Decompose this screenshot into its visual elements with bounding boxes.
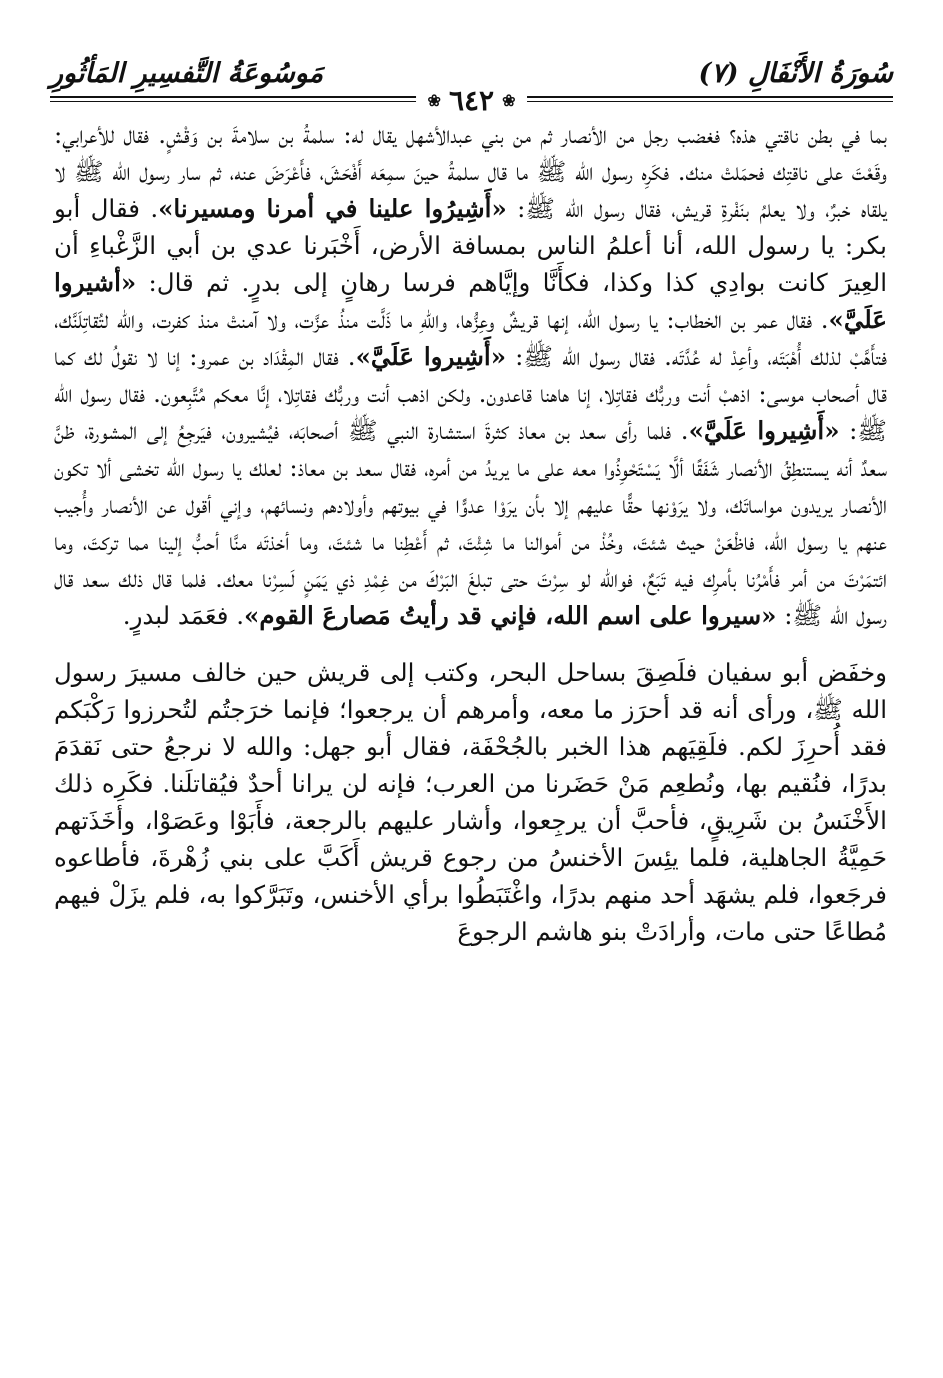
surah-title: سُورَةُ الأَنْفَالِ (٧) bbox=[698, 58, 893, 89]
paragraph-1 bbox=[54, 116, 887, 634]
book-title: مَوسُوعَةُ التَّفسِيرِ المَأثُورِ bbox=[50, 58, 324, 89]
text-segment: . فعَمَد لبدرٍ. bbox=[122, 601, 245, 630]
text-segment: . فلما رأى سعد بن معاذ كثرةَ استشارة النبي ﷺ أصحابَه، فيُشيرون، فيَرجِعُ إلى المشورة، ظنَّ سعدٌ أنه يستنطِقُ الأنصار شَفَقًا ألَّا يَسْتَحْوِذُوا معه على ما يريدُ من أمره، فقال سعد بن معاذ: لعلك يا رسول الله تخشى ألا تكون الأنصار يريدون مواساتَك، ولا يرَوْنها حقًّا عليهم إلا بأن يرَوْا عدوًّا في بيوتهم وأولادهم ونسائهم، وإني أقول عن الأنصار وأُجيب عنهم يا رسول الله، فاظْعَنْ حيث شئتَ، وخُذْ من أموالنا ما شِئْتَ، ثم أَعْطِنا ما شئتَ، وما أخذتَه منَّا أحبُّ إلينا مما تركتَ، وما ائتمَرْتَ من أمر فأَمْرُنا بأمرِك فيه تَبَعٌ، فوالله لو سِرْتَ حتى تبلغَ البَرْكَ من غِمْدِ ذي يَمَنٍ لَسِرْنا معك. فلما قال ذلك سعد قال رسول الله ﷺ: bbox=[54, 416, 887, 630]
text-segment: بما في بطن ناقتي هذه؟ فغضب رجل من الأنصار ثم من بني عبدالأشهل يقال له: سلمةُ بن سلامةَ بن وَقْشٍ. فقال للأعرابي: وقَعْتَ على ناقتِك فحمَلتْ منك. فكَرِه رسول الله ﷺ ما قال سلمةُ حينَ سمِعَه أَفْحَشَ، فأَعْرَضَ عنه، ثم سار رسول الله ﷺ لا يلقاه خبرٌ، ولا يعلمُ بنَفْرةِ قريش، فقال رسول الله ﷺ: bbox=[54, 120, 887, 223]
hadith-quote: «أَشِيروا عَلَيَّ» bbox=[355, 342, 507, 371]
hadith-quote: «أَشِيرُوا علينا في أمرنا ومسيرنا» bbox=[158, 194, 507, 223]
page-number-block bbox=[416, 84, 528, 117]
flower-ornament-icon: ❀ bbox=[502, 90, 516, 110]
hadith-quote: «أشيروا عَلَيَّ» bbox=[54, 268, 887, 334]
text-segment: . فقال المِقْدَاد بن عمرو: إنا لا نقولُ لك كما قال أصحاب موسى: اذهبْ أنت وربُّك فقاتِلا، إنا هاهنا قاعدون. ولكن اذهب أنت وربُّك فقاتِلا، إنَّا معكم مُتَّبِعون. فقال رسول الله ﷺ: bbox=[54, 342, 887, 445]
hadith-quote: «أَشِيروا عَلَيَّ» bbox=[688, 416, 840, 445]
text-segment: . فقال عمر بن الخطاب: يا رسول الله، إنها قريشٌ وعِزُّها، واللهِ ما ذَلَّت منذُ عزَّت، ولا آمنتْ منذ كفرت، والله لتُقاتِلَنَّك، فتأَهَّبْ لذلك أُهْبَتَه، وأعِدْ له عُدَّتَه. فقال رسول الله ﷺ: bbox=[54, 305, 887, 371]
hadith-quote: «سيروا على اسم الله، فإني قد رأيتُ مَصارعَ القوم» bbox=[244, 601, 777, 630]
flower-ornament-icon: ❀ bbox=[427, 90, 441, 110]
paragraph-2: وخفَض أبو سفيان فلَصِقَ بساحل البحر، وكتب إلى قريش حين خالف مسيرَ رسول الله ﷺ، ورأى أنه قد أحرَز ما معه، وأمرهم أن يرجعوا؛ فإنما خرَجتُم لتُحرزوا رَكْبَكم فقد أُحرِزَ لكم. فلَقِيَهم هذا الخبر بالجُحْفَة، فقال أبو جهل: والله لا نرجعُ حتى نَقدَمَ بدرًا، فنُقيم بها، ونُطعِم مَنْ حَضَرنا من العرب؛ فإنه لن يرانا أحدٌ فيُقاتلَنا. فكَرِه ذلك الأَخْنَسُ بن شَرِيقٍ، فأحبَّ أن يرجِعوا، وأشار عليهم بالرجعة، فأَبَوْا وعَصَوْا، وأخَذَتهم حَمِيَّةُ الجاهلية، فلما يئِسَ الأخنسُ من رجوع قريش أَكَبَّ على بني زُهْرةَ، فأطاعوه فرجَعوا، فلم يشهَد أحد منهم بدرًا، واغْتَبَطُوا برأي الأخنس، وتَبَرَّكوا به، فلم يزَلْ فيهم مُطاعًا حتى مات، وأرادَتْ بنو هاشم الرجوعَ bbox=[53, 658, 887, 946]
text-segment: . فقال أبو بكر: يا رسول الله، أنا أعلمُ الناس بمسافة الأرض، أَخْبَرنا عدي بن أبي الزَّغْباءِ أن العِيرَ كانت بوادِي كذا وكذا، فكأَنَّا وإيَّاهم فرسا رهانٍ إلى بدرٍ. ثم قال: bbox=[54, 194, 887, 297]
page-number: ٦٤٢ bbox=[448, 84, 495, 117]
page-body bbox=[54, 116, 887, 950]
